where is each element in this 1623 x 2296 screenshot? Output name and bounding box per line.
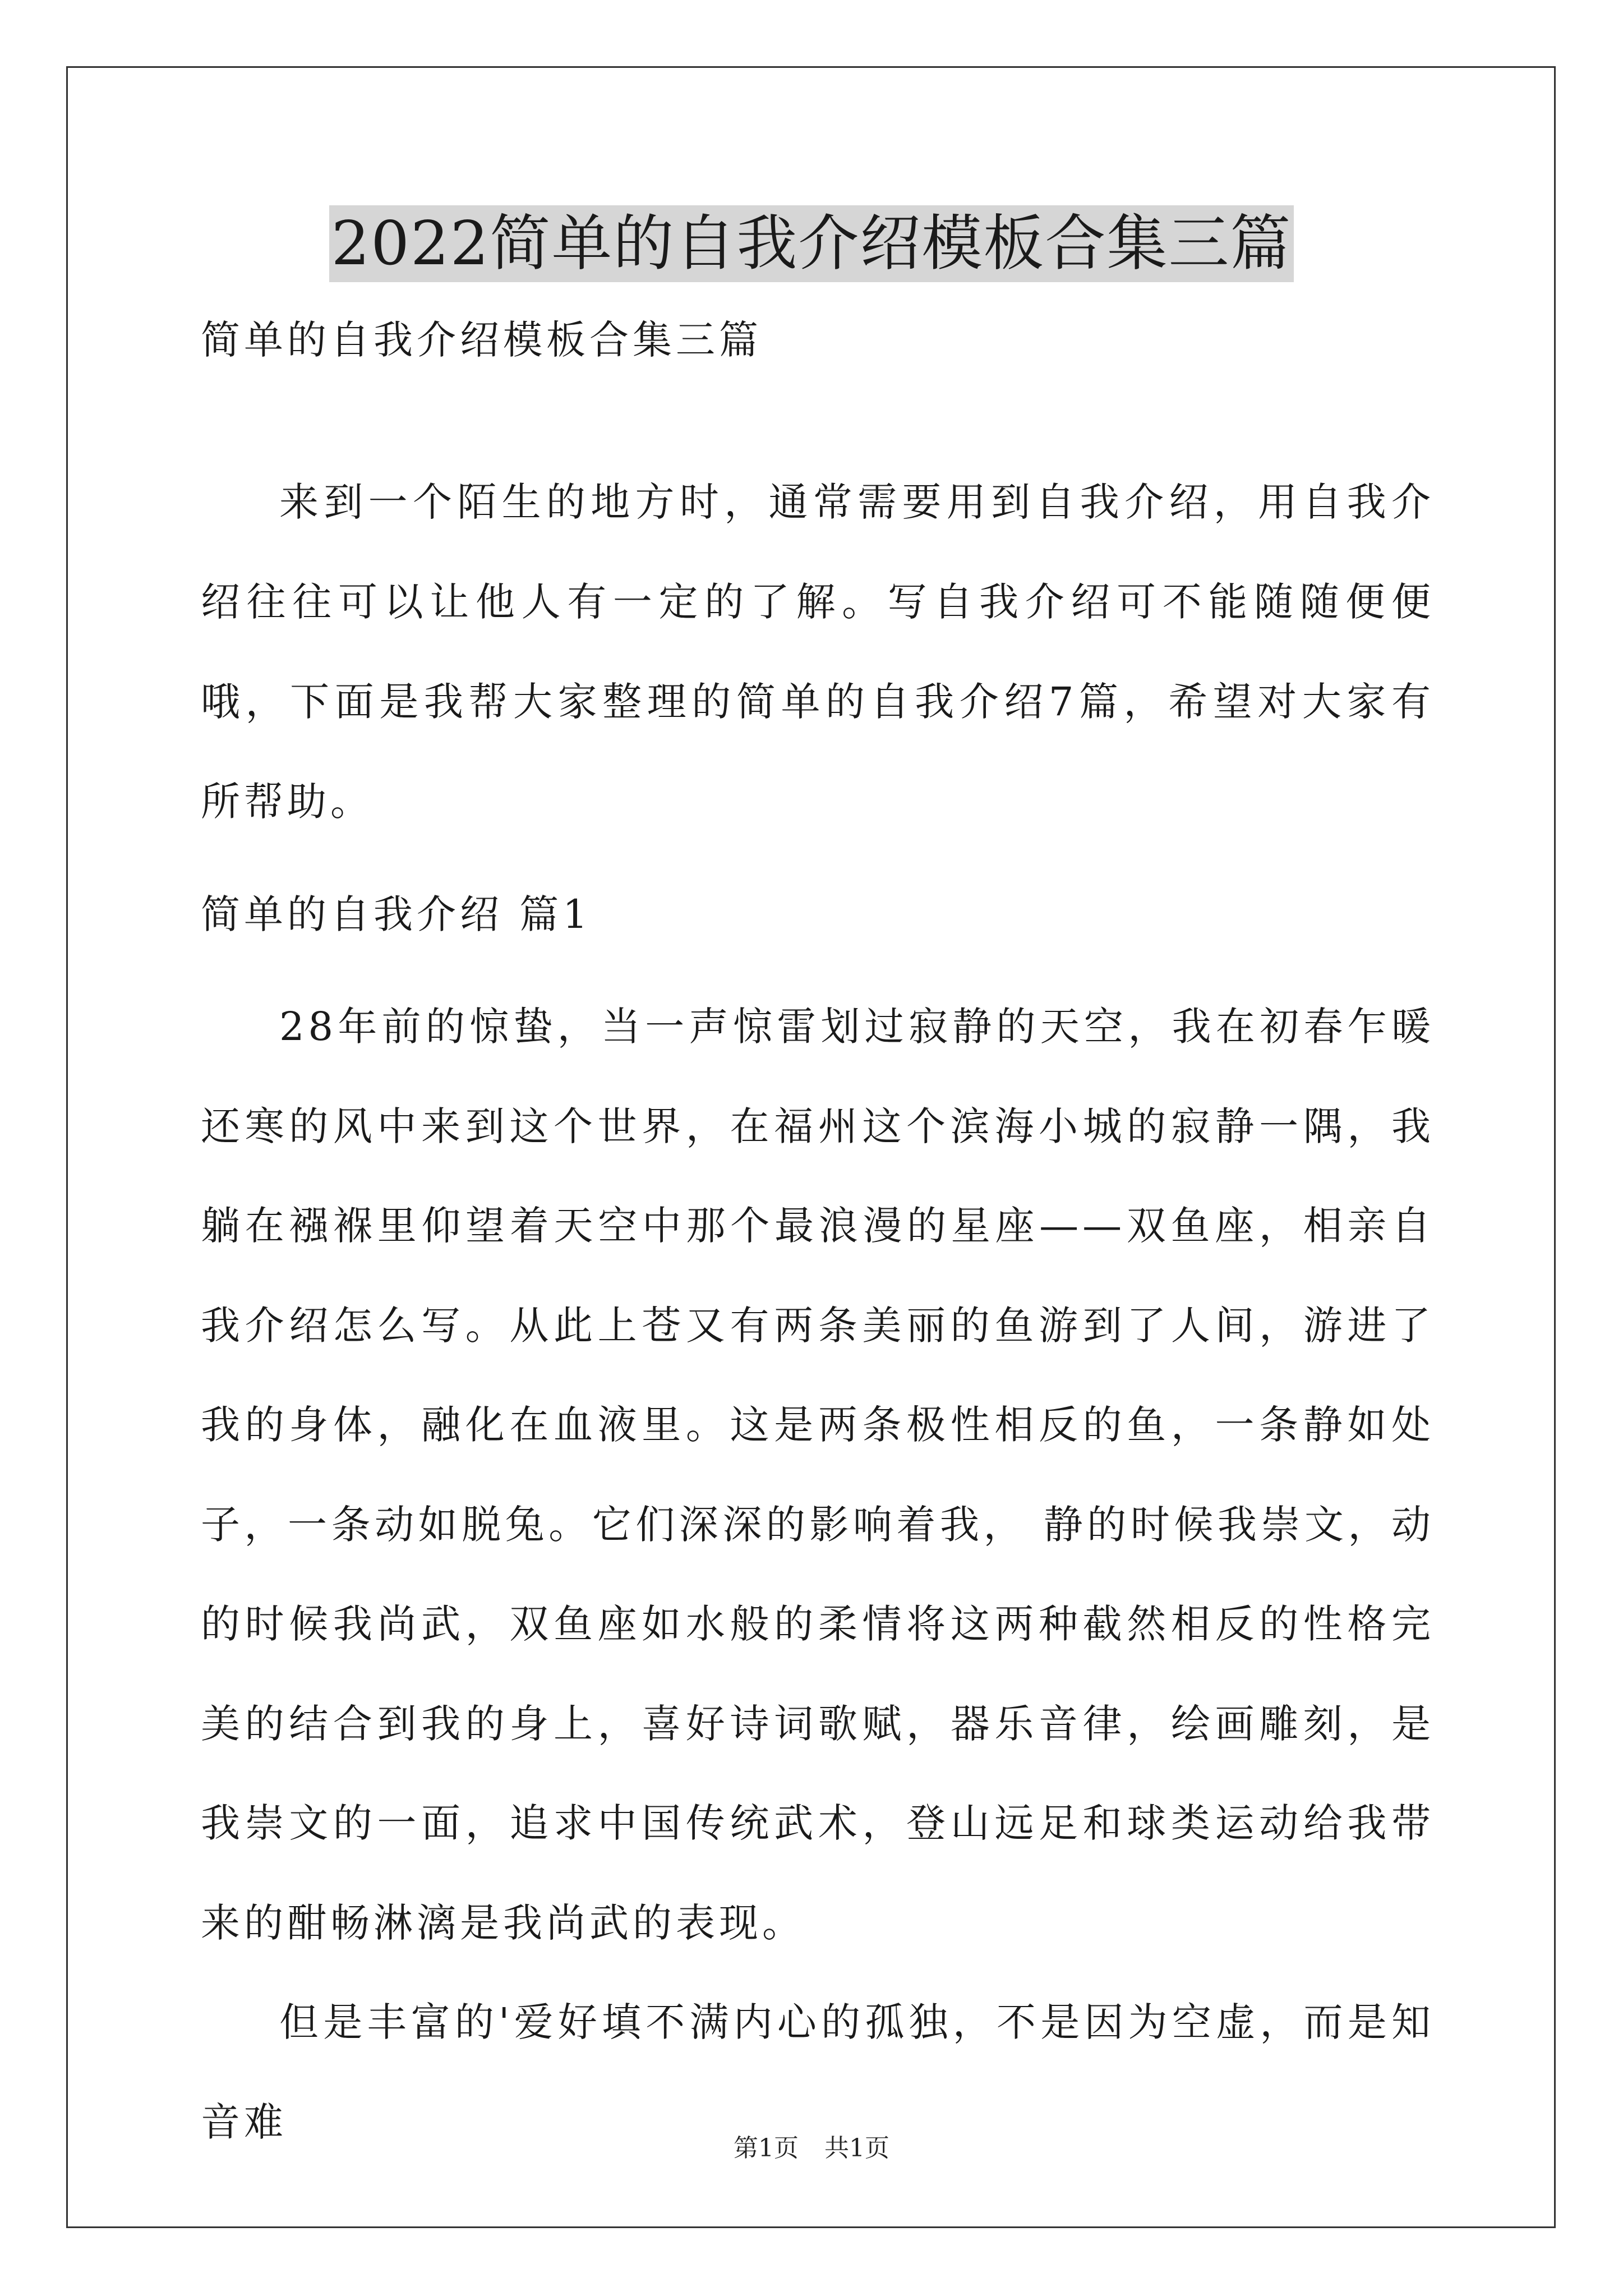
document-title-text: 2022简单的自我介绍模板合集三篇 [329, 205, 1294, 282]
intro-paragraph: 来到一个陌生的地方时，通常需要用到自我介绍，用自我介绍往往可以让他人有一定的了解。写自我介绍可不能随随便便哦，下面是我帮大家整理的简单的自我介绍7篇，希望对大家有所帮助。 [201, 479, 1435, 825]
section-heading: 简单的自我介绍 篇1 [201, 891, 592, 937]
body-paragraph-truncated: 但是丰富的'爱好填不满内心的孤独，不是因为空虚，而是知音难 [201, 1999, 1435, 2145]
body-paragraph: 28年前的惊蛰，当一声惊雷划过寂静的天空，我在初春乍暖还寒的风中来到这个世界，在福州这个滨海小城的寂静一隅，我躺在襁褓里仰望着天空中那个最浪漫的星座——双鱼座，相亲自我介绍怎么写。从此上苍又有两条美丽的鱼游到了人间，游进了我的身体，融化在血液里。这是两条极性相反的鱼，一条静如处子，一条动如脱兔。它们深深的影响着我， 静的时候我崇文，动的时候我尚武，双鱼座如水般的柔情将这两种截然相反的性格完美的结合到我的身上，喜好诗词歌赋，器乐音律，绘画雕刻，是我崇文的一面，追求中国传统武术，登山远足和球类运动给我带来的酣畅淋漓是我尚武的表现。 [201, 1004, 1435, 1946]
page-footer [0, 2132, 1623, 2165]
page-number: 第1页 [734, 2134, 799, 2162]
document-title [0, 202, 1623, 286]
document-subtitle: 简单的自我介绍模板合集三篇 [201, 317, 762, 363]
page-total: 共1页 [824, 2134, 889, 2162]
